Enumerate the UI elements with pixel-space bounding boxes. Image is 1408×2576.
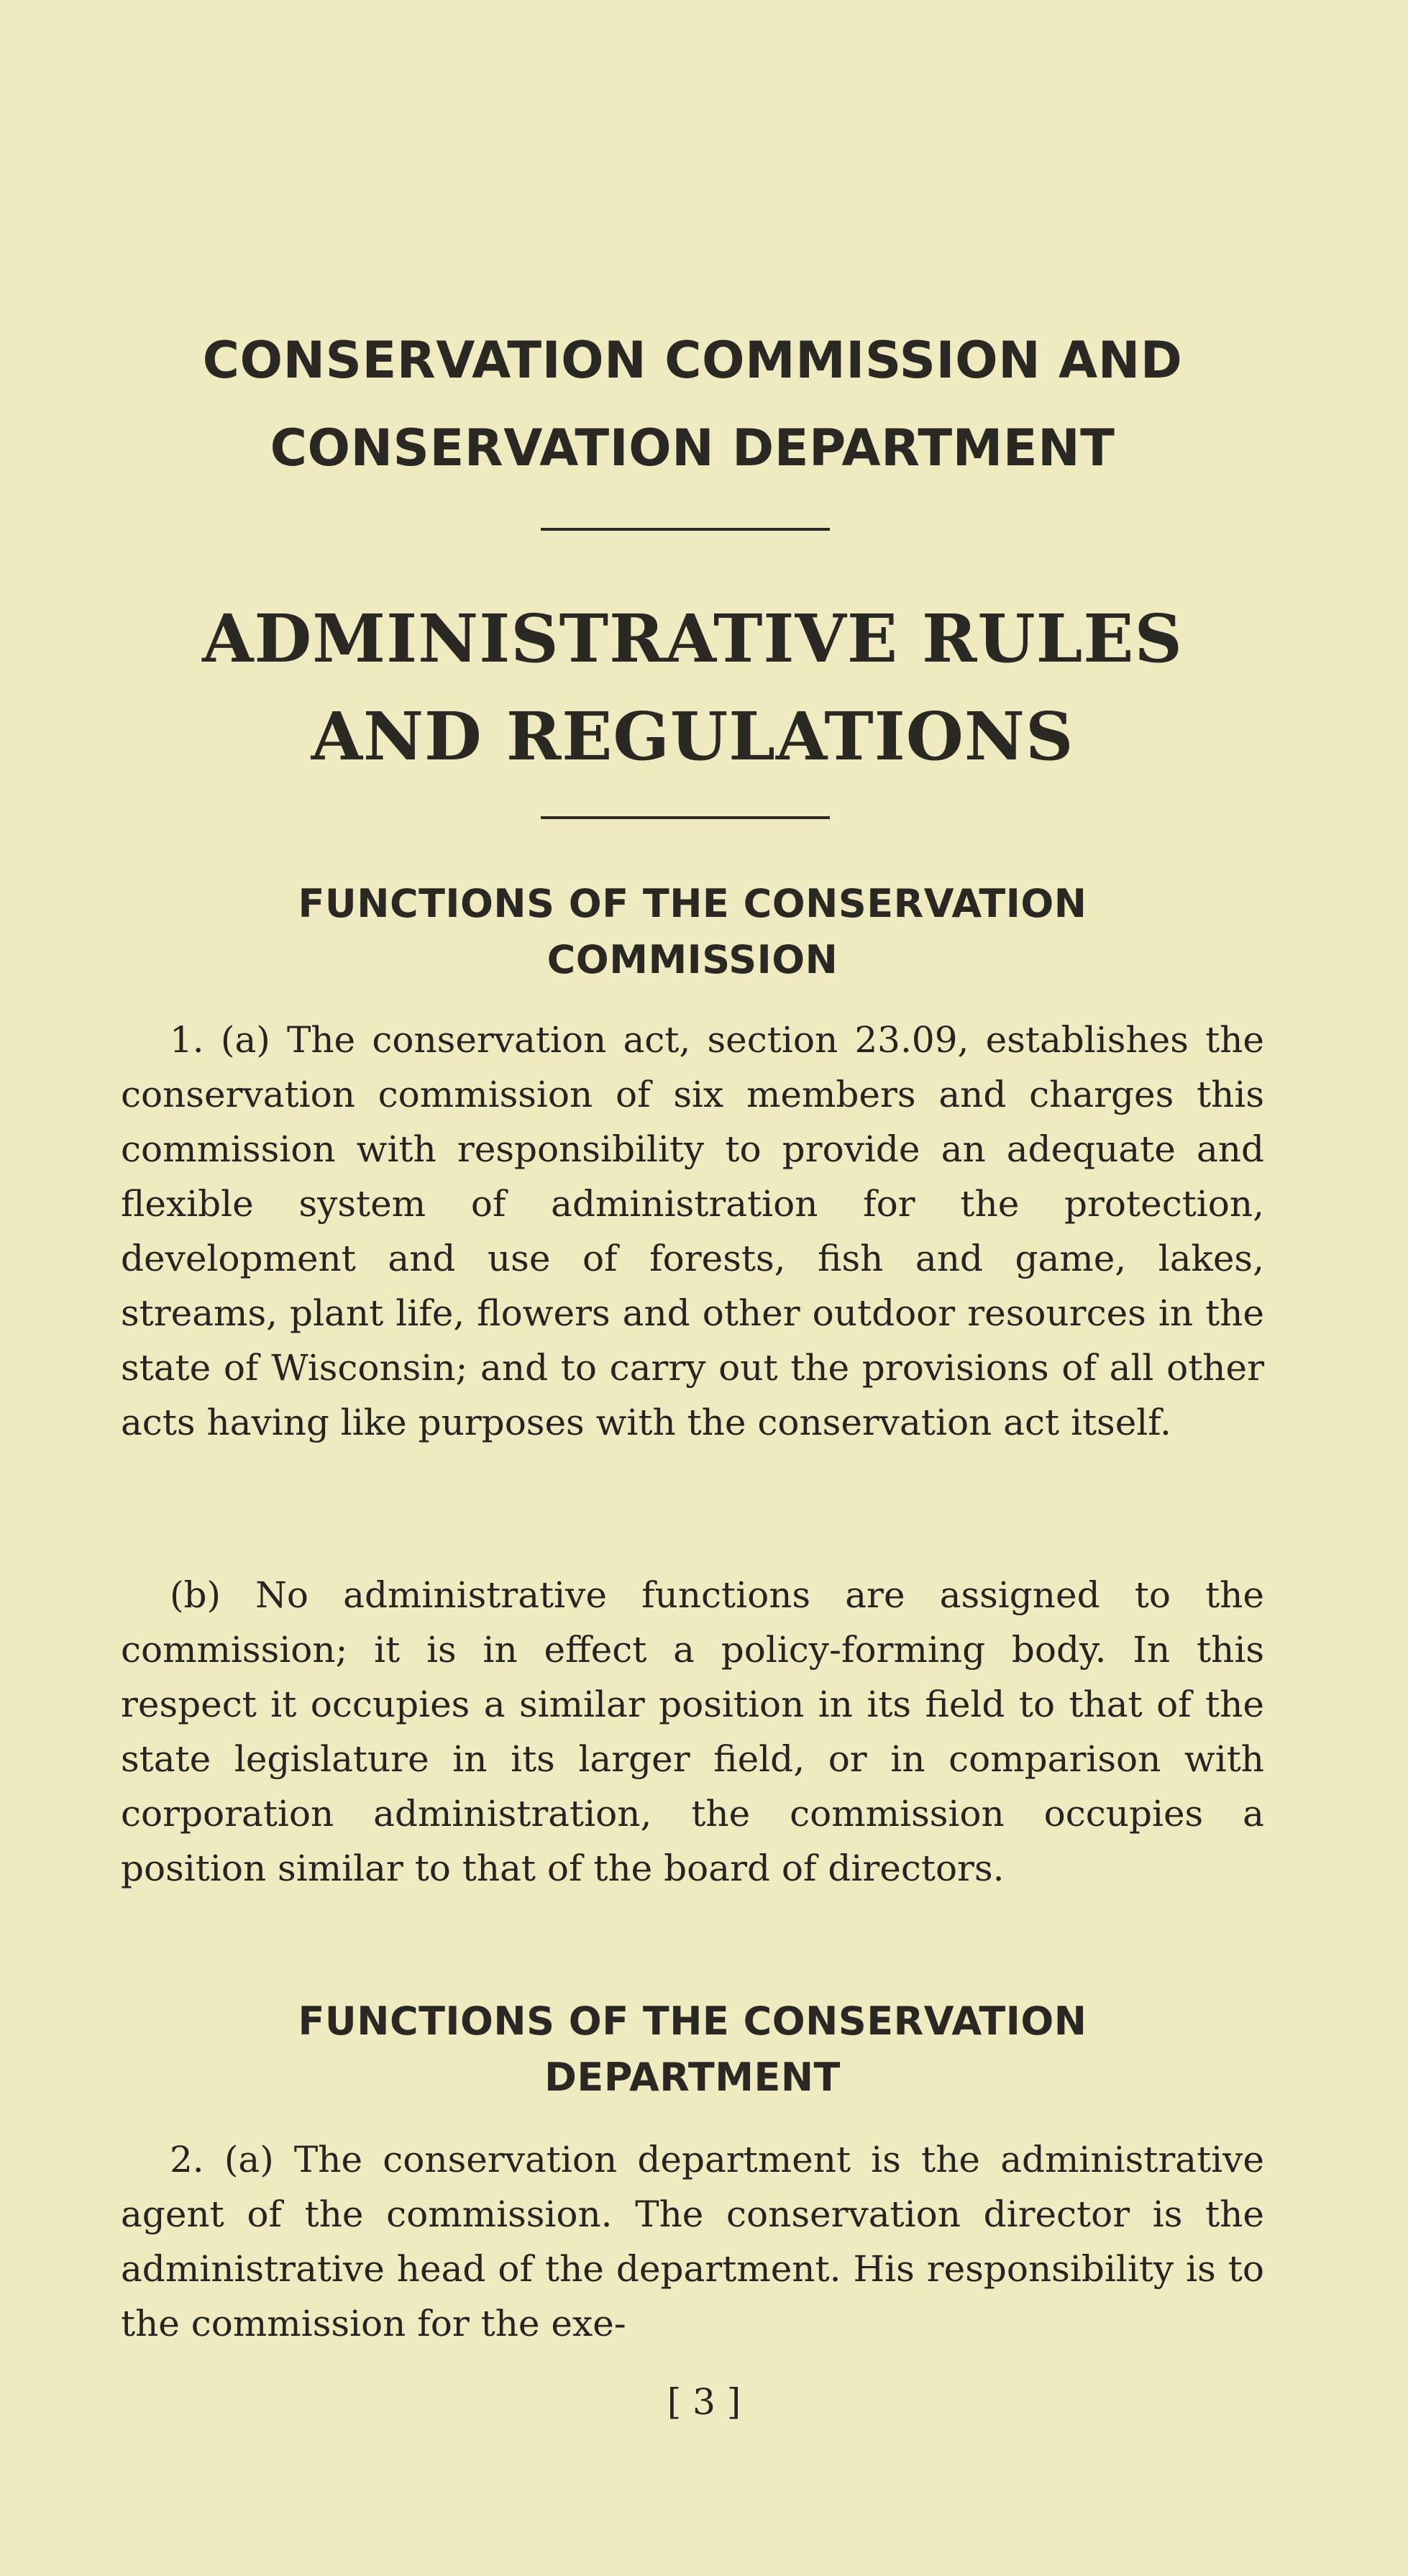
header-line-2: CONSERVATION DEPARTMENT [270, 419, 1115, 478]
divider-rule [541, 528, 830, 531]
paragraph-2a: 2. (a) The conservation department is the administrative agent of the commission. The conservation director is the administrative head of the department. His responsibility is to the commission for the exe- [121, 2139, 1264, 2344]
section-heading-line-1: FUNCTIONS OF THE CONSERVATION [298, 1999, 1087, 2044]
title-line-2: AND REGULATIONS [311, 698, 1074, 775]
document-header [121, 316, 1264, 492]
section-heading-line-2: COMMISSION [547, 937, 838, 982]
section-heading-department [121, 1993, 1264, 2106]
document-title [121, 590, 1264, 785]
paragraph-1a: 1. (a) The conservation act, section 23.09, establishes the conservation commission of six members and charges this commission with responsibility to provide an adequate and flexible system of administration for the protection, development and use of forests, fish and game, lakes, streams, plant life, flowers and other outdoor resources in the state of Wisconsin; and to carry out the provisions of all other acts having like purposes with the conservation act itself. [121, 1019, 1264, 1443]
divider-rule [541, 816, 830, 819]
page-number: [ 3 ] [667, 2381, 741, 2423]
section-heading-commission [121, 876, 1264, 988]
title-line-1: ADMINISTRATIVE RULES [202, 600, 1183, 677]
section-heading-line-1: FUNCTIONS OF THE CONSERVATION [298, 881, 1087, 926]
header-line-1: CONSERVATION COMMISSION AND [202, 331, 1183, 390]
paragraph-1b: (b) No administrative functions are assigned to the commission; it is in effect a policy-forming body. In this respect it occupies a similar position in its field to that of the state legislature in its larger field, or in comparison with corporation administration, the commission occupies a position similar to that of the board of directors. [121, 1574, 1264, 1889]
section-heading-line-2: DEPARTMENT [544, 2055, 841, 2100]
